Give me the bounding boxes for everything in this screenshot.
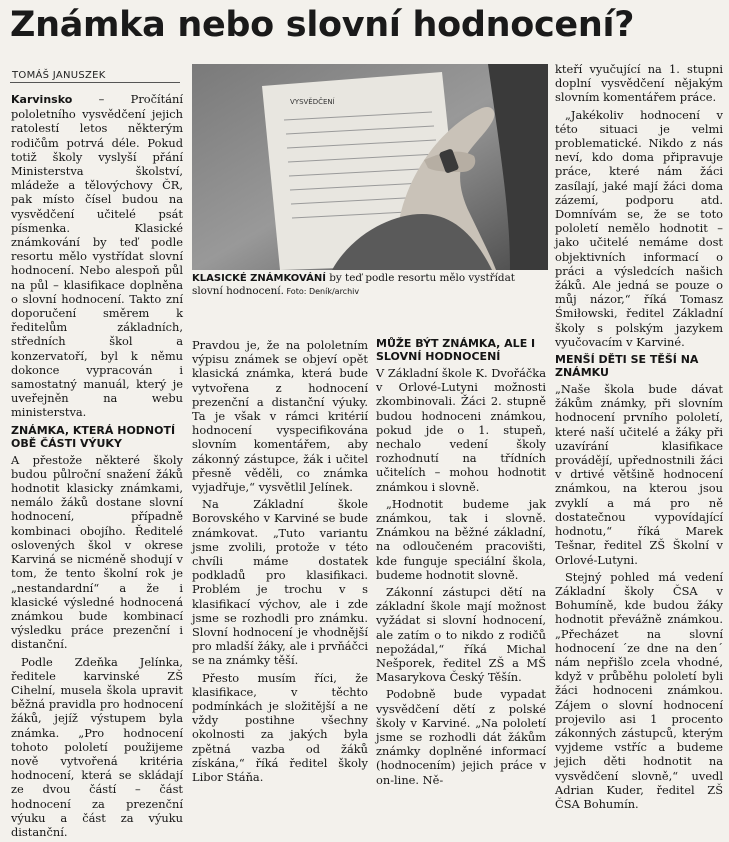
photo-caption	[192, 272, 548, 298]
lead-paragraph	[11, 92, 183, 420]
paragraph: „Jakékoliv hodnocení v této situaci je velmi problematické. Nikdo z nás neví, kdo doma připravuje práce, které nám žáci zasílají, jaké mají žáci doma zázemí, podporu atd. Domnívám se, že se toto pololetí nemělo hodnotit – jako učitelé nemáme dost objektivních informací o práci a výsledcích našich žáků. Ale jedná se pouze o můj názor,“ říká Tomasz Śmiłowski, ředitel Základní školy s polským jazykem vyučovacím v Karviné.	[555, 107, 723, 349]
paragraph: Na Základní škole Borovského v Karviné se bude známkovat. „Tuto variantu jsme zvolili, protože v této chvíli máme dostatek podkladů pro klasifikaci. Problém je trochu v s klasifikací výchov, ale i zde jsme se rozhodli pro známku. Slovní hodnocení je vhodnější pro mladší žáky, ale i prvňáčci se na známky těší.	[192, 497, 368, 668]
paragraph: Pravdou je, že na pololetním výpisu známek se objeví opět klasická známka, která bude vytvořena z hodnocení prezenční a distanční výuky. Ta je však v rámci kritérií hodnocení vyspecifikována slovním komentářem, aby zákonný zástupce, žák i učitel přesně věděli, co známka vyjadřuje,“ vysvětlil Jelínek.	[192, 338, 368, 495]
article-column-3	[376, 333, 546, 790]
certificate-label: VYSVĚDČENÍ	[290, 98, 335, 106]
paragraph: Podobně bude vypadat vysvědčení dětí z polské školy v Karviné. „Na pololetí jsme se rozhodli dát žákům známky doplněné informací (hodnocením) jejich práce v on-line. Ně-	[376, 687, 546, 787]
subheading-znamka-i-slovni: MŮŽE BÝT ZNÁMKA, ALE I SLOVNÍ HODNOCENÍ	[376, 337, 536, 363]
article-photo	[192, 64, 548, 270]
paragraph: „Naše škola bude dávat žákům známky, při slovním hodnocení prvního pololetí, které naší učitelé a žáky při uzavírání klasifikace provádějí, upřednostnili žáci v drtivé většině hodnocení známkou, na kterou jsou zvyklí a má pro ně dostatečnou vypovídající hodnotu,“ říká Marek Tešnar, ředitel ZŠ Školní v Orlové-Lutyni.	[555, 382, 723, 567]
caption-text: by teď podle resortu mělo vystřídat slovní hodnocení.	[192, 272, 515, 297]
photo-credit: Foto: Deník/archiv	[283, 287, 360, 296]
byline-rule	[10, 82, 180, 83]
paragraph: Zákonní zástupci dětí na základní škole mají možnost vyžádat si slovní hodnocení, ale zatím o to nikdo z rodičů nepožádal,“ říká Michal Nešporek, ředitel ZŠ a MŠ Masarykova Český Těšín.	[376, 585, 546, 685]
subheading-mensi-deti: MENŠÍ DĚTI SE TĚŠÍ NA ZNÁMKU	[555, 353, 699, 380]
paragraph: Přesto musím říci, že klasifikace, v těchto podmínkách je složitější a ne vždy postihne všechny okolnosti za jakých byla zpětná vazba od žáků získána,“ říká ředitel školy Libor Stáňa.	[192, 670, 368, 785]
article-column-1	[11, 92, 183, 842]
article-headline: Známka nebo slovní hodnocení?	[10, 5, 635, 45]
paragraph: V Základní škole K. Dvořáčka v Orlové-Lutyni možnosti zkombinovali. Žáci 2. stupně budou hodnoceni známkou, pokud jde o 1. stupeň, nechalo vedení školy rozhodnutí na třídních učitelích – mohou hodnotit známkou i slovně.	[376, 366, 546, 494]
subheading-oba-casti: ZNÁMKA, KTERÁ HODNOTÍ OBĚ ČÁSTI VÝUKY	[11, 423, 176, 450]
paragraph: „Hodnotit budeme jak známkou, tak i slovně. Známkou na běžné základní, na odloučeném pracovišti, kde funguje speciální škola, budeme hodnotit slovně.	[376, 496, 546, 582]
paragraph: kteří vyučující na 1. stupni doplní vysvědčení nějakým slovním komentářem práce.	[555, 62, 723, 105]
photo-illustration	[192, 64, 548, 270]
article-column-4	[555, 62, 723, 814]
lead-text: – Pročítání pololetního vysvědčení jejich ratolestí letos některým rodičům potrvá déle. Pokud totiž školy vyslyší přání Ministerstva školství, mládeže a tělovýchovy ČR, pak místo čísel budou na vysvědčení učitelé psát písmenka. Klasické známkování by teď podle resortu mělo vystřídat slovní hodnocení. Nebo alespoň půl na půl – klasifikace doplněna o slovní hodnocení. Takto zní doporučení směrem k ředitelům základních, středních škol a konzervatoří, byl k němu dokonce vypracován i samostatný manuál, který je uveřejněn na webu ministerstva.	[11, 92, 183, 420]
paragraph: A přestože některé školy budou půlroční snažení žáků hodnotit klasicky známkami, nemálo žáků dostane slovní hodnocení, případně kombinaci obojího. Ředitelé oslovených škol v okrese Karviná se nicméně shodují v tom, že tento školní rok je „nestandardní“ a že i klasické výsledné hodnocená známkou bude kombinací výsledku práce prezenční i distanční.	[11, 452, 183, 652]
paragraph: Podle Zdeňka Jelínka, ředitele karvinské ZŠ Cihelní, musela škola upravit běžná pravidla pro hodnocení žáků, jejíž výstupem byla známka. „Pro hodnocení tohoto pololetí použijeme nově vytvořená kritéria hodnocení, která se skládají ze dvou částí – část hodnocení za prezenční výuku a část za výuku distanční.	[11, 654, 183, 839]
paragraph: Stejný pohled má vedení Základní školy ČSA v Bohumíně, kde budou žáky hodnotit převážně známkou. „Přecházet na slovní hodnocení ´ze dne na den´ nám nepřišlo zcela vhodné, když v průběhu pololetí byli žáci hodnoceni známkou. Zájem o slovní hodnocení projevilo asi 1 procento zákonných zástupců, kterým vyjdeme vstříc a budeme jejich děti hodnotit na vysvědčení slovně,“ uvedl Adrian Kuder, ředitel ZŠ ČSA Bohumín.	[555, 569, 723, 811]
caption-heading: KLASICKÉ ZNÁMKOVÁNÍ	[192, 273, 326, 284]
dateline: Karvinsko	[11, 93, 73, 106]
author-byline: TOMÁŠ JANUSZEK	[12, 70, 106, 81]
